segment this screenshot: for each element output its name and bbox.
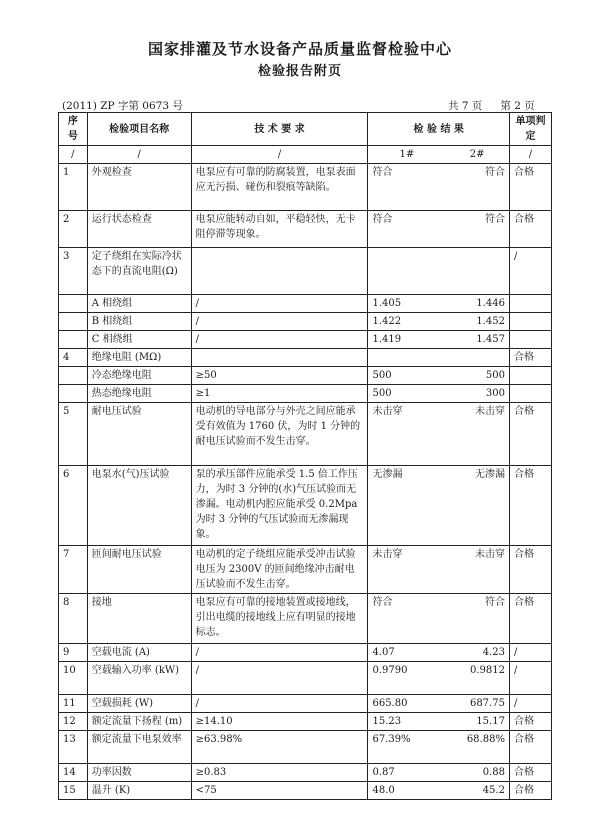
- cell-judgement: 合格: [509, 466, 551, 546]
- cell-number: [59, 385, 88, 403]
- table-row: [59, 546, 552, 594]
- cell-requirement: ≥50: [191, 367, 368, 385]
- col-header-no: 序号: [59, 113, 88, 146]
- cell-result-sample-2: 无渗漏: [445, 466, 509, 546]
- cell-item-name: 耐电压试验: [87, 403, 191, 466]
- cell-requirement: /: [191, 662, 368, 695]
- subheader-cell: /: [59, 146, 88, 164]
- cell-result-sample-1: 1.422: [368, 313, 445, 331]
- cell-result-sample-1: 1.419: [368, 331, 445, 349]
- table-row: [59, 211, 552, 248]
- cell-judgement: 合格: [509, 546, 551, 594]
- cell-judgement: 合格: [509, 731, 551, 764]
- cell-result-sample-2: 300: [445, 385, 509, 403]
- cell-item-name: 额定流量下扬程 (m): [87, 713, 191, 731]
- current-page: 第 2 页: [500, 100, 535, 112]
- subheader-sample-2: 2#: [445, 146, 509, 164]
- cell-result-sample-2: 未击穿: [445, 546, 509, 594]
- cell-item-name: 空载电流 (A): [87, 644, 191, 662]
- cell-number: [59, 313, 88, 331]
- table-row: [59, 594, 552, 644]
- table-row: [59, 731, 552, 764]
- cell-item-name: 额定流量下电泵效率: [87, 731, 191, 764]
- cell-requirement: ≥0.83: [191, 764, 368, 782]
- cell-number: 10: [59, 662, 88, 695]
- report-title: 国家排灌及节水设备产品质量监督检验中心: [147, 40, 452, 58]
- cell-judgement: 合格: [509, 211, 551, 248]
- table-row: [59, 713, 552, 731]
- cell-result-sample-2: 4.23: [445, 644, 509, 662]
- cell-number: 7: [59, 546, 88, 594]
- cell-judgement: [509, 313, 551, 331]
- cell-result-sample-1: 0.9790: [368, 662, 445, 695]
- inspection-results-table: [58, 112, 552, 800]
- cell-item-name: 热态绝缘电阻: [87, 385, 191, 403]
- cell-result-sample-1: 500: [368, 385, 445, 403]
- table-row: [59, 164, 552, 211]
- cell-item-name: 电泵水(气)压试验: [87, 466, 191, 546]
- report-number: (2011) ZP 字第 0673 号: [62, 100, 183, 112]
- cell-result-sample-1: 4.07: [368, 644, 445, 662]
- cell-requirement: 电动机的定子绕组应能承受冲击试验电压为 2300V 的匝间绝缘冲击耐电压试验而不发生击穿。: [191, 546, 368, 594]
- cell-result-sample-2: [445, 248, 509, 295]
- cell-number: 5: [59, 403, 88, 466]
- cell-result-sample-2: 0.88: [445, 764, 509, 782]
- cell-item-name: 冷态绝缘电阻: [87, 367, 191, 385]
- col-header-item: 检验项目名称: [87, 113, 191, 146]
- table-subheader-row: [59, 146, 552, 164]
- cell-requirement: ≥14.10: [191, 713, 368, 731]
- cell-number: [59, 367, 88, 385]
- cell-judgement: [509, 367, 551, 385]
- cell-number: 6: [59, 466, 88, 546]
- page-indicator: [448, 98, 535, 113]
- table-row: [59, 385, 552, 403]
- subheader-cell: /: [191, 146, 368, 164]
- cell-item-name: B 相绕组: [87, 313, 191, 331]
- subheader-cell: /: [509, 146, 551, 164]
- cell-requirement: /: [191, 331, 368, 349]
- cell-result-sample-2: 1.452: [445, 313, 509, 331]
- cell-result-sample-1: 500: [368, 367, 445, 385]
- cell-judgement: 合格: [509, 349, 551, 367]
- cell-result-sample-1: [368, 349, 445, 367]
- cell-number: 8: [59, 594, 88, 644]
- cell-judgement: /: [509, 662, 551, 695]
- table-row: [59, 466, 552, 546]
- cell-result-sample-1: 符合: [368, 211, 445, 248]
- cell-number: 1: [59, 164, 88, 211]
- table-header-row: [59, 113, 552, 146]
- cell-item-name: A 相绕组: [87, 295, 191, 313]
- cell-number: 12: [59, 713, 88, 731]
- table-row: [59, 248, 552, 295]
- cell-item-name: 外观检查: [87, 164, 191, 211]
- cell-item-name: 空载输入功率 (kW): [87, 662, 191, 695]
- cell-result-sample-2: 符合: [445, 164, 509, 211]
- subheader-sample-1: 1#: [368, 146, 445, 164]
- cell-judgement: 合格: [509, 403, 551, 466]
- cell-requirement: /: [191, 644, 368, 662]
- cell-result-sample-1: 符合: [368, 164, 445, 211]
- table-row: [59, 313, 552, 331]
- cell-requirement: 电动机的导电部分与外壳之间应能承受有效值为 1760 伏，为时 1 分钟的耐电压试验而不发生击穿。: [191, 403, 368, 466]
- cell-number: 14: [59, 764, 88, 782]
- cell-result-sample-2: 687.75: [445, 695, 509, 713]
- report-subtitle: 检验报告附页: [257, 64, 342, 79]
- cell-result-sample-2: 68.88%: [445, 731, 509, 764]
- cell-number: 11: [59, 695, 88, 713]
- cell-item-name: 温升 (K): [87, 782, 191, 800]
- cell-result-sample-1: 未击穿: [368, 403, 445, 466]
- cell-requirement: [191, 248, 368, 295]
- cell-number: 13: [59, 731, 88, 764]
- table-row: [59, 403, 552, 466]
- cell-result-sample-2: 1.446: [445, 295, 509, 313]
- cell-result-sample-2: 1.457: [445, 331, 509, 349]
- table-row: [59, 295, 552, 313]
- cell-number: 2: [59, 211, 88, 248]
- cell-result-sample-1: 未击穿: [368, 546, 445, 594]
- cell-result-sample-2: 符合: [445, 211, 509, 248]
- cell-requirement: ≥1: [191, 385, 368, 403]
- cell-result-sample-1: 665.80: [368, 695, 445, 713]
- cell-result-sample-2: 45.2: [445, 782, 509, 800]
- cell-result-sample-2: 0.9812: [445, 662, 509, 695]
- cell-result-sample-1: 符合: [368, 594, 445, 644]
- cell-result-sample-2: 500: [445, 367, 509, 385]
- cell-judgement: /: [509, 248, 551, 295]
- cell-result-sample-2: 未击穿: [445, 403, 509, 466]
- cell-number: 15: [59, 782, 88, 800]
- cell-requirement: [191, 349, 368, 367]
- cell-result-sample-2: [445, 349, 509, 367]
- cell-judgement: [509, 295, 551, 313]
- cell-item-name: C 相绕组: [87, 331, 191, 349]
- cell-item-name: 功率因数: [87, 764, 191, 782]
- cell-result-sample-1: 无渗漏: [368, 466, 445, 546]
- cell-judgement: 合格: [509, 764, 551, 782]
- table-row: [59, 367, 552, 385]
- cell-result-sample-1: 1.405: [368, 295, 445, 313]
- cell-requirement: /: [191, 695, 368, 713]
- cell-judgement: [509, 385, 551, 403]
- cell-item-name: 运行状态检查: [87, 211, 191, 248]
- cell-judgement: 合格: [509, 782, 551, 800]
- cell-judgement: /: [509, 695, 551, 713]
- cell-number: [59, 331, 88, 349]
- cell-requirement: 电泵应有可靠的防腐装置，电泵表面应无污损、碰伤和裂痕等缺陷。: [191, 164, 368, 211]
- cell-item-name: 定子绕组在实际冷状态下的直流电阻(Ω): [87, 248, 191, 295]
- cell-requirement: /: [191, 313, 368, 331]
- table-row: [59, 782, 552, 800]
- table-row: [59, 349, 552, 367]
- cell-number: 9: [59, 644, 88, 662]
- table-row: [59, 662, 552, 695]
- table-row: [59, 331, 552, 349]
- cell-result-sample-2: 符合: [445, 594, 509, 644]
- cell-result-sample-1: 0.87: [368, 764, 445, 782]
- cell-result-sample-1: 67.39%: [368, 731, 445, 764]
- cell-item-name: 匝间耐电压试验: [87, 546, 191, 594]
- cell-result-sample-2: 15.17: [445, 713, 509, 731]
- cell-requirement: <75: [191, 782, 368, 800]
- cell-judgement: /: [509, 644, 551, 662]
- cell-item-name: 接地: [87, 594, 191, 644]
- cell-judgement: [509, 331, 551, 349]
- subheader-cell: /: [87, 146, 191, 164]
- total-pages: 共 7 页: [448, 100, 483, 112]
- cell-result-sample-1: 48.0: [368, 782, 445, 800]
- col-header-requirement: 技 术 要 求: [191, 113, 368, 146]
- table-row: [59, 695, 552, 713]
- cell-requirement: 电泵应能转动自如，平稳轻快，无卡阻停滞等现象。: [191, 211, 368, 248]
- cell-requirement: 泵的承压部件应能承受 1.5 倍工作压力，为时 3 分钟的(水)气压试验而无渗漏。电动机内腔应能承受 0.2Mpa 为时 3 分钟的气压试验而无渗漏现象。: [191, 466, 368, 546]
- cell-judgement: 合格: [509, 713, 551, 731]
- cell-number: 3: [59, 248, 88, 295]
- cell-item-name: 空载损耗 (W): [87, 695, 191, 713]
- table-row: [59, 644, 552, 662]
- cell-result-sample-1: [368, 248, 445, 295]
- cell-number: [59, 295, 88, 313]
- cell-judgement: 合格: [509, 164, 551, 211]
- cell-requirement: 电泵应有可靠的接地装置或接地线，引出电缆的接地线上应有明显的接地标志。: [191, 594, 368, 644]
- cell-result-sample-1: 15.23: [368, 713, 445, 731]
- cell-item-name: 绝缘电阻 (MΩ): [87, 349, 191, 367]
- cell-requirement: /: [191, 295, 368, 313]
- col-header-judgement: 单项判定: [509, 113, 551, 146]
- col-header-result: 检 验 结 果: [368, 113, 509, 146]
- cell-judgement: 合格: [509, 594, 551, 644]
- cell-number: 4: [59, 349, 88, 367]
- table-row: [59, 764, 552, 782]
- cell-requirement: ≥63.98%: [191, 731, 368, 764]
